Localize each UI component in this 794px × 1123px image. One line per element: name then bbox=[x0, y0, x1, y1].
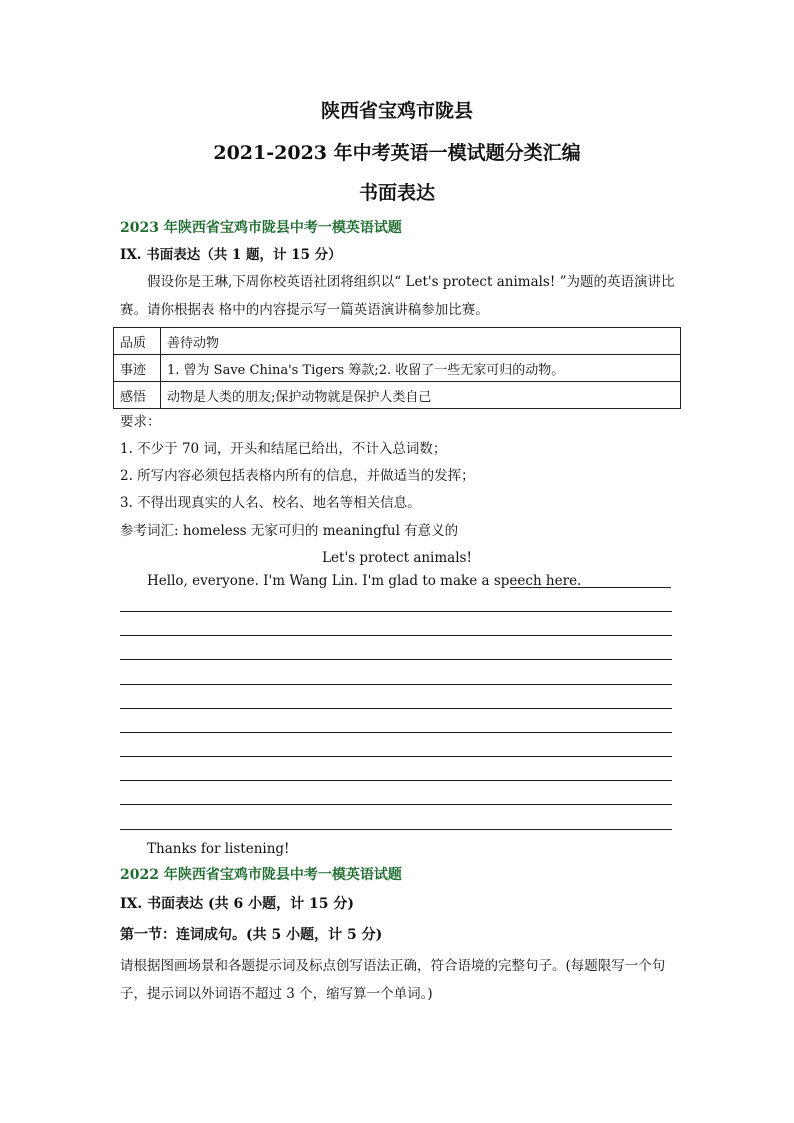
table-value: 善待动物 bbox=[161, 328, 681, 355]
document-title-range: 2021-2023 年中考英语一模试题分类汇编 bbox=[213, 142, 581, 164]
essay-title: Let's protect animals! bbox=[322, 550, 472, 566]
table-key: 感悟 bbox=[114, 382, 161, 409]
answer-line bbox=[120, 780, 672, 781]
answer-line bbox=[120, 611, 672, 612]
table-key: 品质 bbox=[114, 328, 161, 355]
hint-table bbox=[113, 327, 681, 409]
table-key: 事迹 bbox=[114, 355, 161, 382]
requirement-item: 1. 不少于 70 词，开头和结尾已给出，不计入总词数； bbox=[120, 441, 447, 457]
reference-vocabulary: 参考词汇: homeless 无家可归的 meaningful 有意义的 bbox=[120, 523, 459, 539]
requirements-label: 要求： bbox=[120, 414, 161, 430]
answer-line bbox=[120, 804, 672, 805]
essay-closing: Thanks for listening! bbox=[147, 841, 290, 857]
answer-line bbox=[120, 732, 672, 733]
section-heading-2023: 2023 年陕西省宝鸡市陇县中考一模英语试题 bbox=[120, 220, 402, 236]
question-heading-2023: IX. 书面表达（共 1 题，计 15 分） bbox=[120, 247, 342, 263]
table-row bbox=[114, 328, 681, 355]
answer-line bbox=[120, 684, 672, 685]
answer-line bbox=[120, 756, 672, 757]
document-title-topic: 书面表达 bbox=[358, 182, 435, 204]
table-row bbox=[114, 382, 681, 409]
answer-line bbox=[120, 829, 672, 830]
section-heading-2022: 2022 年陕西省宝鸡市陇县中考一模英语试题 bbox=[120, 867, 402, 883]
table-value: 1. 曾为 Save China's Tigers 筹款;2. 收留了一些无家可归的动物。 bbox=[161, 355, 681, 382]
requirement-item: 2. 所写内容必须包括表格内所有的信息，并做适当的发挥； bbox=[120, 468, 475, 484]
part-heading: 第一节：连词成句。(共 5 小题，计 5 分) bbox=[120, 927, 383, 943]
writing-prompt: 假设你是王琳,下周你校英语社团将组织以“ Let's protect animals! ”为题的英语演讲比赛。请你根据表 格中的内容提示写一篇英语演讲稿参加比赛。 bbox=[120, 274, 675, 318]
essay-opening: Hello, everyone. I'm Wang Lin. I'm glad to make a speech here. bbox=[147, 573, 582, 589]
table-row bbox=[114, 355, 681, 382]
table-value: 动物是人类的朋友;保护动物就是保护人类自己 bbox=[161, 382, 681, 409]
answer-line bbox=[510, 587, 671, 588]
answer-line bbox=[120, 708, 672, 709]
document-title-region: 陕西省宝鸡市陇县 bbox=[320, 100, 473, 122]
requirement-item: 3. 不得出现真实的人名、校名、地名等相关信息。 bbox=[120, 495, 421, 511]
part-instruction: 请根据图画场景和各题提示词及标点创写语法正确，符合语境的完整句子。(每题限写一个句子，提示词以外词语不超过 3 个，缩写算一个单词。) bbox=[120, 958, 666, 1002]
answer-line bbox=[120, 659, 672, 660]
question-heading-2022: IX. 书面表达 (共 6 小题，计 15 分) bbox=[120, 896, 355, 912]
answer-line bbox=[120, 635, 672, 636]
